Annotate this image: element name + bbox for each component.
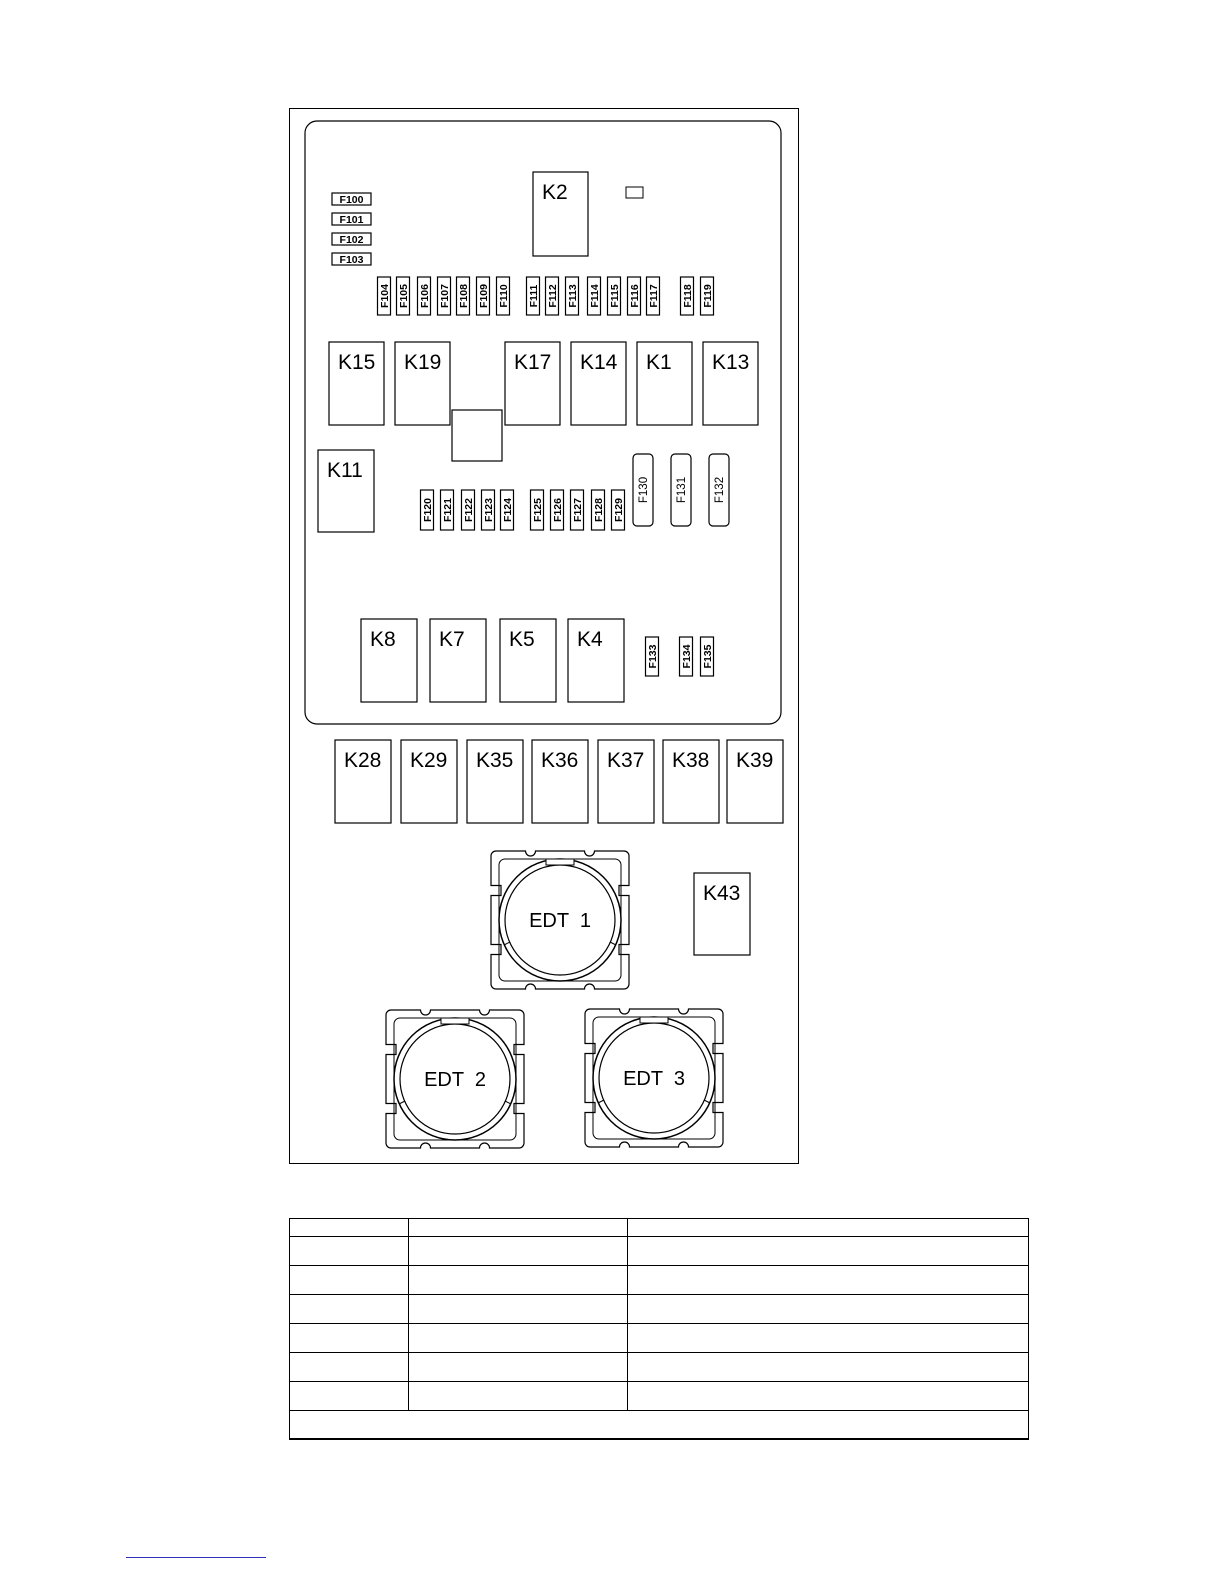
relay-k35[interactable] bbox=[467, 740, 523, 823]
fuse-label: F133 bbox=[647, 644, 659, 669]
legend-row bbox=[290, 1237, 1029, 1266]
legend-cell bbox=[628, 1353, 1029, 1382]
connector-key-notch bbox=[441, 1018, 469, 1024]
relay-label: K38 bbox=[672, 749, 710, 772]
legend-row bbox=[290, 1324, 1029, 1353]
fuse-label: F104 bbox=[379, 284, 391, 308]
fuse-f127[interactable] bbox=[571, 490, 585, 530]
fuse-f119[interactable] bbox=[701, 277, 715, 315]
fuse-label: F112 bbox=[547, 284, 559, 308]
legend-cell bbox=[290, 1324, 409, 1353]
legend-footer-cell bbox=[290, 1411, 1029, 1440]
fuse-label: F102 bbox=[339, 234, 364, 246]
fuse-label: F121 bbox=[442, 498, 454, 522]
fuse-f131[interactable] bbox=[671, 454, 691, 526]
fuse-label: F116 bbox=[629, 284, 641, 308]
fuse-label: F129 bbox=[613, 498, 625, 522]
fuse-label: F120 bbox=[422, 498, 434, 522]
relay-label: K17 bbox=[514, 351, 552, 374]
fuse-label: F100 bbox=[339, 194, 364, 206]
connector-label: EDT 1 bbox=[529, 910, 591, 932]
relay-label: K36 bbox=[541, 749, 579, 772]
relay-label: K35 bbox=[476, 749, 514, 772]
relay-k8[interactable] bbox=[361, 619, 417, 702]
relay-label: K28 bbox=[344, 749, 382, 772]
fuse-f108[interactable] bbox=[457, 277, 471, 315]
fuse-label: F108 bbox=[458, 284, 470, 308]
fuse-label: F132 bbox=[714, 476, 726, 504]
fuse-label: F113 bbox=[567, 284, 579, 308]
relay-k4[interactable] bbox=[568, 619, 624, 702]
legend-cell bbox=[290, 1266, 409, 1295]
legend-cell bbox=[290, 1382, 409, 1411]
legend-table bbox=[289, 1218, 1029, 1440]
legend-cell bbox=[628, 1324, 1029, 1353]
fuse-f126[interactable] bbox=[551, 490, 565, 530]
legend-cell bbox=[628, 1237, 1029, 1266]
fuse-label: F127 bbox=[572, 498, 584, 522]
legend-header-cell bbox=[290, 1219, 409, 1237]
fuse-label: F110 bbox=[498, 284, 510, 308]
fuse-f107[interactable] bbox=[438, 277, 452, 315]
fuse-label: F114 bbox=[589, 284, 601, 308]
fuse-f124[interactable] bbox=[501, 490, 515, 530]
fuse-f100[interactable] bbox=[332, 193, 371, 206]
relay-k5[interactable] bbox=[500, 619, 556, 702]
relay-k39[interactable] bbox=[727, 740, 783, 823]
relay-k19[interactable] bbox=[395, 342, 450, 425]
legend-row bbox=[290, 1382, 1029, 1411]
relay-k37[interactable] bbox=[598, 740, 654, 823]
fuse-f117[interactable] bbox=[647, 277, 661, 315]
fuse-label: F109 bbox=[478, 284, 490, 308]
fuse-f135[interactable] bbox=[701, 637, 715, 676]
fuse-f123[interactable] bbox=[482, 490, 496, 530]
fuse-f103[interactable] bbox=[332, 253, 371, 266]
fuse-f115[interactable] bbox=[608, 277, 622, 315]
relay-label: K37 bbox=[607, 749, 645, 772]
footer-link-underline[interactable] bbox=[126, 1557, 266, 1558]
relay-label: K13 bbox=[712, 351, 750, 374]
fuse-f105[interactable] bbox=[397, 277, 411, 315]
legend-cell bbox=[409, 1266, 628, 1295]
connector-key-notch bbox=[640, 1017, 668, 1023]
legend-cell bbox=[409, 1353, 628, 1382]
fuse-label: F117 bbox=[648, 284, 660, 308]
relay-label: K43 bbox=[703, 882, 741, 905]
fuse-label: F124 bbox=[502, 498, 514, 522]
fuse-label: F134 bbox=[681, 644, 693, 669]
legend-cell bbox=[290, 1353, 409, 1382]
relay-label: K39 bbox=[736, 749, 774, 772]
legend-cell bbox=[628, 1266, 1029, 1295]
fuse-f113[interactable] bbox=[566, 277, 580, 315]
fuse-label: F131 bbox=[676, 476, 688, 504]
relay-k1[interactable] bbox=[637, 342, 692, 425]
fuse-label: F101 bbox=[339, 214, 364, 226]
fuse-label: F103 bbox=[339, 254, 364, 266]
relay-label: K2 bbox=[542, 181, 568, 204]
relay-label: K29 bbox=[410, 749, 448, 772]
fuse-f122[interactable] bbox=[462, 490, 476, 530]
legend-row bbox=[290, 1353, 1029, 1382]
relay-k2[interactable] bbox=[533, 172, 588, 256]
relay-k28[interactable] bbox=[335, 740, 391, 823]
relay-label: K15 bbox=[338, 351, 376, 374]
fuse-f134[interactable] bbox=[680, 637, 694, 676]
fuse-label: F125 bbox=[532, 498, 544, 522]
legend-footer-row bbox=[290, 1411, 1029, 1440]
fuse-f112[interactable] bbox=[546, 277, 560, 315]
relay-k13[interactable] bbox=[703, 342, 758, 425]
legend-cell bbox=[409, 1295, 628, 1324]
legend-cell bbox=[409, 1324, 628, 1353]
relay-label: K5 bbox=[509, 628, 535, 651]
fuse-label: F123 bbox=[483, 498, 495, 522]
legend-row bbox=[290, 1295, 1029, 1324]
fuse-f109[interactable] bbox=[477, 277, 491, 315]
connector-edt-3[interactable] bbox=[585, 1009, 723, 1147]
fuse-label: F115 bbox=[609, 284, 621, 308]
relay-k11[interactable] bbox=[318, 450, 374, 532]
legend-cell bbox=[290, 1237, 409, 1266]
fuse-f125[interactable] bbox=[531, 490, 545, 530]
fuse-f111[interactable] bbox=[527, 277, 541, 315]
fuse-label: F128 bbox=[593, 498, 605, 522]
fuse-f120[interactable] bbox=[421, 490, 435, 530]
relay-label: K11 bbox=[327, 459, 363, 482]
relay-label: K19 bbox=[404, 351, 442, 374]
fuse-f101[interactable] bbox=[332, 213, 371, 226]
relay-label: K8 bbox=[370, 628, 396, 651]
fuse-label: F130 bbox=[638, 476, 650, 504]
connector-edt-2[interactable] bbox=[386, 1010, 524, 1148]
relay-k17[interactable] bbox=[505, 342, 560, 425]
legend-cell bbox=[409, 1237, 628, 1266]
relay-k7[interactable] bbox=[430, 619, 486, 702]
relay-label: K14 bbox=[580, 351, 618, 374]
fuse-label: F107 bbox=[439, 284, 451, 308]
connector-key-notch bbox=[546, 859, 574, 865]
legend-header-row bbox=[290, 1219, 1029, 1237]
fuse-f128[interactable] bbox=[592, 490, 606, 530]
fuse-f132[interactable] bbox=[709, 454, 729, 526]
small-indicator-block bbox=[626, 187, 643, 198]
relay-label: K7 bbox=[439, 628, 465, 651]
relay-k14[interactable] bbox=[571, 342, 626, 425]
connector-label: EDT 3 bbox=[623, 1068, 685, 1090]
fuse-label: F106 bbox=[419, 284, 431, 308]
fuse-f116[interactable] bbox=[628, 277, 642, 315]
relay-label: K1 bbox=[646, 351, 672, 374]
blank-block bbox=[452, 410, 502, 461]
relay-label: K4 bbox=[577, 628, 603, 651]
relay-k36[interactable] bbox=[532, 740, 588, 823]
fuse-label: F126 bbox=[552, 498, 564, 522]
fuse-f133[interactable] bbox=[646, 637, 660, 676]
fuse-f129[interactable] bbox=[612, 490, 626, 530]
legend-header-cell bbox=[409, 1219, 628, 1237]
fuse-f114[interactable] bbox=[588, 277, 602, 315]
legend-row bbox=[290, 1266, 1029, 1295]
fuse-f110[interactable] bbox=[497, 277, 511, 315]
relay-k15[interactable] bbox=[329, 342, 384, 425]
legend-cell bbox=[628, 1382, 1029, 1411]
fuse-f130[interactable] bbox=[633, 454, 653, 526]
legend-cell bbox=[409, 1382, 628, 1411]
relay-k38[interactable] bbox=[663, 740, 719, 823]
fuse-f102[interactable] bbox=[332, 233, 371, 246]
legend-cell bbox=[290, 1295, 409, 1324]
fuse-label: F118 bbox=[682, 284, 694, 308]
fuse-label: F119 bbox=[702, 284, 714, 308]
fuse-f118[interactable] bbox=[681, 277, 695, 315]
connector-label: EDT 2 bbox=[424, 1069, 486, 1091]
connector-edt-1[interactable] bbox=[491, 851, 629, 989]
fuse-f121[interactable] bbox=[441, 490, 455, 530]
legend-cell bbox=[628, 1295, 1029, 1324]
fuse-label: F122 bbox=[463, 498, 475, 522]
fuse-f104[interactable] bbox=[378, 277, 392, 315]
relay-k29[interactable] bbox=[401, 740, 457, 823]
fuse-f106[interactable] bbox=[418, 277, 432, 315]
fuse-label: F105 bbox=[398, 284, 410, 308]
fuse-label: F135 bbox=[702, 644, 714, 669]
relay-k43[interactable] bbox=[694, 873, 750, 955]
fuse-label: F111 bbox=[528, 284, 540, 308]
legend-header-cell bbox=[628, 1219, 1029, 1237]
